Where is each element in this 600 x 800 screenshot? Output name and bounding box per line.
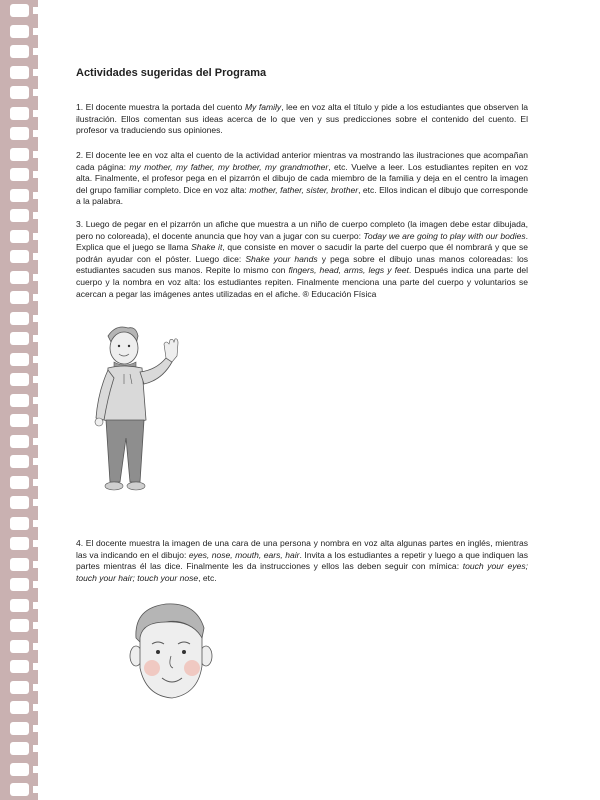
binder-edge-notch (33, 745, 38, 752)
binder-hole (10, 578, 29, 591)
italic-text: fingers, head, arms, legs y feet (288, 265, 409, 276)
binder-hole (10, 312, 29, 325)
text-segment: , etc. (198, 572, 217, 583)
binder-edge-notch (33, 479, 38, 486)
binder-hole (10, 127, 29, 140)
text-segment: . Invita a los estudiantes a repetir y luego a que indiquen las partes mientras él las dice. Finalmente les da instrucciones y ellos las deben seguir con mímica: (76, 549, 529, 572)
binder-hole (10, 189, 29, 202)
binder-hole (10, 763, 29, 776)
paragraph-2 (76, 150, 528, 208)
binder-edge-notch (33, 89, 38, 96)
text-segment: . Después indica una parte del cuerpo y la nombra en voz alta: los estudiantes repiten. Finalmente menciona una parte del cuerpo y voluntarios se acercan a pegar las imágenes antes utilizadas en el afiche. ® Educación Física (76, 265, 528, 299)
binder-edge-notch (33, 643, 38, 650)
binder-hole (10, 394, 29, 407)
italic-text: Shake it (191, 242, 223, 253)
binder-edge-notch (33, 458, 38, 465)
binder-hole (10, 332, 29, 345)
binder-hole (10, 4, 29, 17)
boy-full-body-illustration (86, 322, 186, 502)
binder-edge-notch (33, 7, 38, 14)
binder-edge-notch (33, 663, 38, 670)
binder-hole (10, 148, 29, 161)
text-segment: , etc. Ellos indican el dibujo que corresponde a la palabra. (76, 184, 528, 207)
binder-hole (10, 558, 29, 571)
paragraph-1 (76, 102, 528, 137)
binder-hole (10, 353, 29, 366)
binder-edge-notch (33, 233, 38, 240)
text-segment: , lee en voz alta el título y pide a los estudiantes que observen la ilustración. Ellos comentan sus ideas acerca de lo que ven y sus predicciones sobre el contenido del cuento. El profesor va traduciendo sus opiniones. (76, 102, 528, 136)
binder-hole (10, 455, 29, 468)
binder-hole (10, 291, 29, 304)
binder-hole (10, 619, 29, 632)
binder-edge-notch (33, 48, 38, 55)
italic-text: My family (244, 102, 282, 112)
binder-edge-notch (33, 499, 38, 506)
binder-hole (10, 537, 29, 550)
binder-edge-notch (33, 704, 38, 711)
binder-edge-notch (33, 376, 38, 383)
paragraph-3 (76, 219, 528, 300)
binder-hole (10, 86, 29, 99)
text-segment: 4. El docente muestra la imagen de una cara de una persona y nombra en voz alta algunas partes en inglés, mientras las va indicando en el dibujo: (76, 538, 528, 560)
binder-edge-notch (33, 274, 38, 281)
binder-edge-notch (33, 438, 38, 445)
text-segment: 2. El docente lee en voz alta el cuento de la actividad anterior mientras va mostrando las ilustraciones que acompañan cada página: (76, 150, 528, 172)
text-segment: , etc. Vuelve a leer. Los estudiantes repiten en voz alta. Finalmente, el profesor pega en el pizarrón el dibujo de cada miembro de la familia y deja en el centro la imagen del grupo familiar completo. Dice en voz alta: (76, 161, 529, 195)
text-segment: , que consiste en mover o sacudir la parte del cuerpo que él nombrará y que se podrán ayudar con el póster. Luego dice: (76, 242, 529, 264)
binder-edge-notch (33, 253, 38, 260)
binder-hole (10, 414, 29, 427)
binder-hole (10, 640, 29, 653)
binder-hole (10, 742, 29, 755)
binder-edge-notch (33, 110, 38, 117)
binder-edge-notch (33, 315, 38, 322)
italic-text: mother, father, sister, brother (249, 184, 359, 195)
binder-edge-notch (33, 294, 38, 301)
italic-text: my mother, my father, my brother, my grandmother (129, 161, 329, 172)
binder-edge-notch (33, 520, 38, 527)
binder-hole (10, 660, 29, 673)
binder-edge-notch (33, 622, 38, 629)
binder-edge-notch (33, 581, 38, 588)
binder-edge-notch (33, 69, 38, 76)
italic-text: eyes, nose, mouth, ears, hair (188, 549, 300, 560)
binder-edge-notch (33, 130, 38, 137)
binder-hole (10, 25, 29, 38)
binder-hole (10, 271, 29, 284)
binder-edge-notch (33, 192, 38, 199)
binder-hole (10, 476, 29, 489)
binder-hole (10, 66, 29, 79)
paragraph-4 (76, 538, 528, 584)
binder-hole (10, 701, 29, 714)
binder-hole (10, 209, 29, 222)
italic-text: Shake your hands (245, 253, 318, 264)
binder-edge-notch (33, 397, 38, 404)
binder-edge-notch (33, 212, 38, 219)
binder-edge-notch (33, 602, 38, 609)
text-segment: . Explica que el juego se llama (76, 230, 528, 253)
text-segment: y pega sobre el dibujo unas manos coloreadas: los estudiantes sacuden sus manos. Repite lo mismo con (76, 253, 528, 276)
binder-hole (10, 45, 29, 58)
binder-hole (10, 230, 29, 243)
binder-hole (10, 373, 29, 386)
binder-edge-notch (33, 725, 38, 732)
binder-hole (10, 722, 29, 735)
binder-edge-notch (33, 417, 38, 424)
binder-edge-notch (33, 335, 38, 342)
binder-edge-notch (33, 540, 38, 547)
binder-hole (10, 783, 29, 796)
text-segment: 3. Luego de pegar en el pizarrón un afiche que muestra a un niño de cuerpo completo (la imagen debe estar dibujada, pero no coloreada), el docente anuncia que hoy van a jugar con su cuerpo: (76, 219, 528, 241)
page-title: Actividades sugeridas del Programa (76, 67, 267, 79)
binder-edge-notch (33, 151, 38, 158)
binder-hole (10, 435, 29, 448)
binder-edge-notch (33, 561, 38, 568)
binder-hole (10, 168, 29, 181)
binder-hole (10, 250, 29, 263)
italic-text: Today we are going to play with our bodies (363, 230, 526, 241)
binder-edge-notch (33, 786, 38, 793)
binder-hole (10, 107, 29, 120)
binder-edge-notch (33, 684, 38, 691)
italic-text: touch your eyes; touch your hair; touch your nose (76, 561, 528, 583)
binder-hole (10, 496, 29, 509)
binder-hole (10, 681, 29, 694)
binder-edge-notch (33, 356, 38, 363)
binder-strip (0, 0, 38, 800)
text-segment: 1. El docente muestra la portada del cuento (76, 102, 245, 112)
binder-edge-notch (33, 28, 38, 35)
face-illustration (126, 598, 218, 706)
binder-edge-notch (33, 171, 38, 178)
binder-hole (10, 599, 29, 612)
binder-edge-notch (33, 766, 38, 773)
binder-hole (10, 517, 29, 530)
